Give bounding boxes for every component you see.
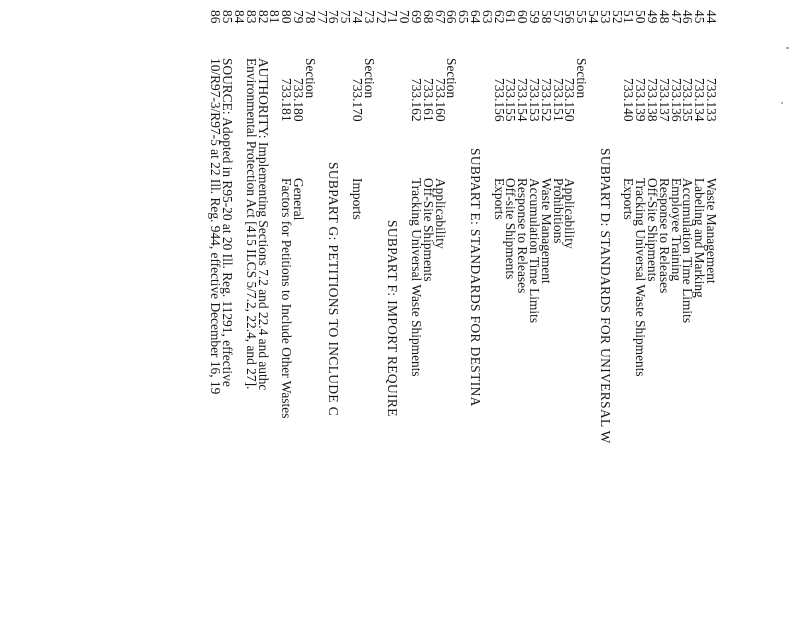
line-number: 48 (656, 10, 672, 24)
line-number: 52 (609, 10, 625, 24)
line-number: 60 (515, 10, 531, 24)
document-line (209, 0, 222, 618)
line-number: 86 (208, 10, 224, 24)
line-number: 78 (302, 10, 318, 24)
document-line (327, 0, 340, 618)
line-number: 66 (444, 10, 460, 24)
section-title: Prohibitions (550, 178, 566, 244)
section-number: 733.170 (350, 78, 365, 122)
section-title: Applicability (562, 178, 578, 249)
section-title: Factors for Petitions to Include Other Wastes (279, 178, 295, 419)
section-title: Response to Releases (656, 178, 672, 294)
subpart-heading: SUBPART F: IMPORT REQUIRE (385, 220, 401, 417)
line-number: 77 (314, 10, 330, 24)
document-line (339, 0, 352, 618)
section-title: Applicability (432, 178, 448, 249)
line-number: 73 (361, 10, 377, 24)
line-number: 59 (527, 10, 542, 24)
section-number: 733.134 (692, 78, 708, 122)
section-number: 733.138 (645, 78, 660, 122)
document-line (221, 0, 234, 618)
document-line (245, 0, 258, 618)
authority-source-text: 10/R97-3/R97-5 at 22 Ill. Reg. 944, effective December 16, 19 (208, 58, 224, 395)
subpart-heading: SUBPART E: STANDARDS FOR DESTINA (468, 148, 483, 407)
document-line (469, 0, 482, 618)
section-number: 733.139 (633, 78, 649, 122)
line-number: 50 (633, 10, 649, 24)
line-number: 71 (385, 10, 401, 24)
section-title: Waste Management (538, 178, 554, 284)
line-number: 81 (267, 10, 283, 24)
line-number: 74 (350, 10, 365, 24)
document-line (386, 0, 399, 618)
document-line (410, 0, 423, 618)
line-number: 72 (373, 10, 389, 24)
document-line (457, 0, 470, 618)
section-heading: Section (302, 58, 318, 99)
section-title: Waste Management (704, 178, 719, 284)
line-number: 47 (668, 10, 684, 24)
section-heading: Section (361, 58, 377, 99)
section-title: General (291, 178, 306, 221)
document-line (516, 0, 529, 618)
section-number: 733.160 (432, 78, 448, 122)
section-number: 733.151 (550, 78, 566, 122)
section-number: 733.152 (538, 78, 554, 122)
section-title: Exports (491, 178, 507, 220)
section-number: 733.161 (420, 78, 436, 122)
section-title: Accumulation Time Limits (527, 178, 542, 324)
section-heading: Section (444, 58, 460, 99)
line-number: 45 (692, 10, 708, 24)
line-number: 63 (479, 10, 495, 24)
line-number: 58 (538, 10, 554, 24)
line-number: 44 (704, 10, 719, 24)
line-number: 54 (586, 10, 601, 24)
section-number: 733.181 (279, 78, 295, 122)
section-number: 733.150 (562, 78, 578, 122)
document-line (280, 0, 293, 618)
section-number: 733.154 (515, 78, 531, 122)
line-number: 53 (597, 10, 613, 24)
document-line (493, 0, 506, 618)
document-line (622, 0, 635, 618)
line-number: 85 (220, 10, 236, 24)
section-title: Off-site Shipments (503, 178, 519, 280)
section-number: 733.137 (656, 78, 672, 122)
section-number: 733.153 (527, 78, 542, 122)
section-number: 733.162 (409, 78, 424, 122)
section-title: Exports (621, 178, 637, 220)
document-line (693, 0, 706, 618)
section-number: 733.155 (503, 78, 519, 122)
line-number: 70 (397, 10, 413, 24)
line-number: 65 (456, 10, 472, 24)
authority-source-text: SOURCE: Adopted in R95-20 at 20 Ill. Reg. 11291, effective (220, 58, 236, 387)
document-line (634, 0, 647, 618)
scan-speck (781, 102, 783, 104)
section-number: 733.133 (704, 78, 719, 122)
line-number: 79 (291, 10, 306, 24)
line-number: 82 (255, 10, 271, 24)
line-number: 75 (338, 10, 354, 24)
section-title: Employee Training (668, 178, 684, 282)
line-number: 49 (645, 10, 660, 24)
line-number: 68 (420, 10, 436, 24)
line-number: 46 (680, 10, 696, 24)
section-heading: Section (574, 58, 590, 99)
subpart-heading: SUBPART G: PETITIONS TO INCLUDE C (326, 162, 342, 417)
section-number: 733.136 (668, 78, 684, 122)
line-number: 69 (409, 10, 424, 24)
authority-source-text: Environmental Protection Act [415 ILCS 5/7.2, 22.4, and 27]. (243, 58, 259, 390)
line-number: 61 (503, 10, 519, 24)
section-title: Imports (350, 178, 365, 220)
line-number: 64 (468, 10, 483, 24)
section-title: Accumulation Time Limits (680, 178, 696, 324)
authority-source-text: AUTHORITY: Implementing Sections 7.2 and 22.4 and authc (255, 58, 271, 391)
section-number: 733.156 (491, 78, 507, 122)
section-number: 733.180 (291, 78, 306, 122)
line-number: 56 (562, 10, 578, 24)
line-number: 62 (491, 10, 507, 24)
section-title: Labeling and Marking (692, 178, 708, 298)
section-title: Tracking Universal Waste Shipments (633, 178, 649, 377)
line-number: 57 (550, 10, 566, 24)
line-number: 84 (232, 10, 247, 24)
section-number: 733.140 (621, 78, 637, 122)
section-title: Response to Releases (515, 178, 531, 294)
line-number: 83 (243, 10, 259, 24)
line-number: 67 (432, 10, 448, 24)
section-title: Off-Site Shipments (420, 178, 436, 282)
scan-speck (786, 47, 789, 49)
section-title: Tracking Universal Waste Shipments (409, 178, 424, 377)
line-number: 51 (621, 10, 637, 24)
section-title: Off-Site Shipments (645, 178, 660, 282)
section-number: 733.135 (680, 78, 696, 122)
line-number: 76 (326, 10, 342, 24)
document-line (351, 0, 364, 618)
line-number: 55 (574, 10, 590, 24)
document-line (575, 0, 588, 618)
subpart-heading: SUBPART D: STANDARDS FOR UNIVERSAL W (597, 148, 613, 444)
document-line (398, 0, 411, 618)
document-line (599, 0, 612, 618)
line-number: 80 (279, 10, 295, 24)
